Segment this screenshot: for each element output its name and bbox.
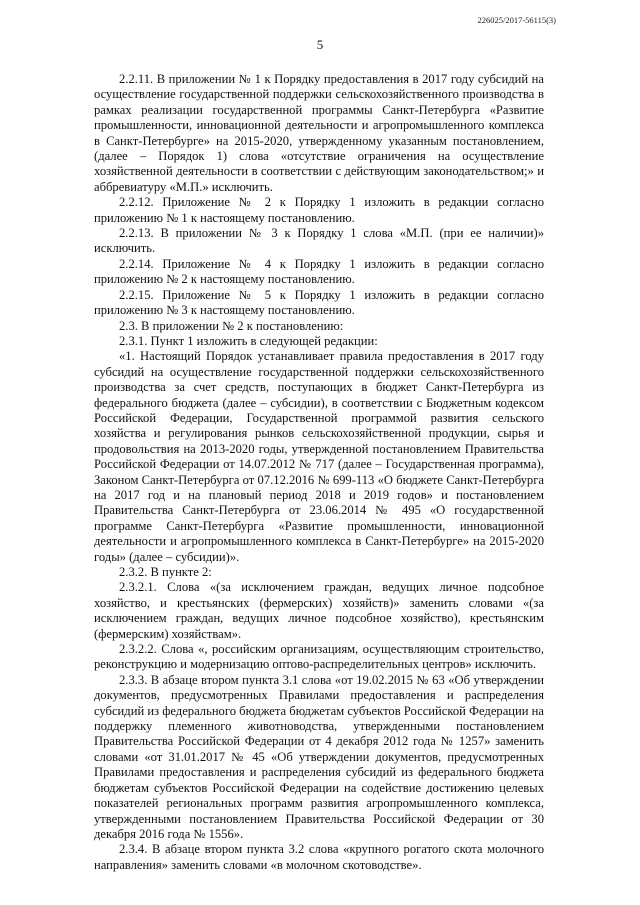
- document-body: [94, 72, 544, 873]
- paragraph-2-3-2: 2.3.2. В пункте 2:: [119, 565, 212, 579]
- paragraph-2-2-13: 2.2.13. В приложении № 3 к Порядку 1 слова «М.П. (при ее наличии)» исключить.: [94, 226, 544, 256]
- paragraph-2-3-1: 2.3.1. Пункт 1 изложить в следующей редакции:: [119, 333, 378, 348]
- paragraph-2-2-14: 2.2.14. Приложение № 4 к Порядку 1 изложить в редакции согласно приложению № 2 к настоящему постановлению.: [94, 256, 544, 287]
- page-number: 5: [316, 37, 324, 52]
- paragraph-2-2-11: 2.2.11. В приложении № 1 к Порядку предоставления в 2017 году субсидий на осуществление государственной поддержки сельскохозяйственного производства в рамках реализации государственной программы Санкт-Петербурга «Развитие промышленности, инновационной деятельности и агропромышленного комплекса в Санкт-Петербурге» на 2015-2020, утвержденному указанным постановлением, (далее – Порядок 1) слова «отсутствие ограничения на осуществление хозяйственной деятельности в соответствии с действующим законодательством;» и аббревиатуру «М.П.» исключить.: [94, 72, 544, 194]
- paragraph-2-3-2-1: 2.3.2.1. Слова «(за исключением граждан, ведущих личное подсобное хозяйство, и крестьянских (фермерских) хозяйств)» заменить словами «(за исключением граждан, ведущих личное подсобное хозяйство), крестьянским (фермерским) хозяйствам».: [94, 580, 544, 641]
- paragraph-2-3-3: 2.3.3. В абзаце втором пункта 3.1 слова «от 19.02.2015 № 63 «Об утверждении документов, предусмотренных Правилами предоставления и распределения субсидий из федерального бюджета бюджетам субъектов Российской Федерации на поддержку племенного животноводства, утвержденными постановлением Правительства Российской Федерации от 4 декабря 2012 года № 1257» заменить словами «от 31.01.2017 № 45 «Об утверждении документов, предусмотренных Правилами предоставления и распределения субсидий из федерального бюджета бюджетам субъектов Российской Федерации на содействие достижению целевых показателей региональных программ развития агропромышленного комплекса, утвержденными постановлением Правительства Российской Федерации от 30 декабря 2016 года № 1556».: [94, 672, 544, 841]
- paragraph-2-2-15: 2.2.15. Приложение № 5 к Порядку 1 изложить в редакции согласно приложению № 3 к настоящему постановлению.: [94, 287, 544, 318]
- paragraph-2-3: 2.3. В приложении № 2 к постановлению:: [119, 318, 344, 333]
- paragraph-2-3-4: 2.3.4. В абзаце втором пункта 3.2 слова «крупного рогатого скота молочного направления» заменить словами «в молочном скотоводстве».: [94, 842, 544, 872]
- document-registration-number: 226025/2017-56115(3): [477, 15, 556, 25]
- paragraph-quoted-item-1: «1. Настоящий Порядок устанавливает правила предоставления в 2017 году субсидий на осуществление государственной поддержки сельскохозяйственного производства за счет средств, поступающих в бюджет Санкт-Петербурга из федерального бюджета (далее – субсидии), в соответствии с Бюджетным кодексом Российской Федерации, Государственной программой развития сельского хозяйства и регулирования рынков сельскохозяйственной продукции, сырья и продовольствия на 2013-2020 годы, утвержденной постановлением Правительства Российской Федерации от 14.07.2012 № 717 (далее – Государственная программа), Законом Санкт-Петербурга от 07.12.2016 № 699-113 «О бюджете Санкт-Петербурга на 2017 год и на плановый период 2018 и 2019 годов» и постановлением Правительства Санкт-Петербурга от 23.06.2014 № 495 «О государственной программе Санкт-Петербурга «Развитие промышленности, инновационной деятельности и агропромышленного комплекса в Санкт-Петербурге» на 2015-2020 годы» (далее – субсидии)».: [94, 349, 544, 564]
- paragraph-2-2-12: 2.2.12. Приложение № 2 к Порядку 1 изложить в редакции согласно приложению № 1 к настоящему постановлению.: [94, 195, 544, 225]
- paragraph-2-3-2-2: 2.3.2.2. Слова «, российским организациям, осуществляющим строительство, реконструкцию и модернизацию оптово-распределительных центров» исключить.: [94, 642, 544, 672]
